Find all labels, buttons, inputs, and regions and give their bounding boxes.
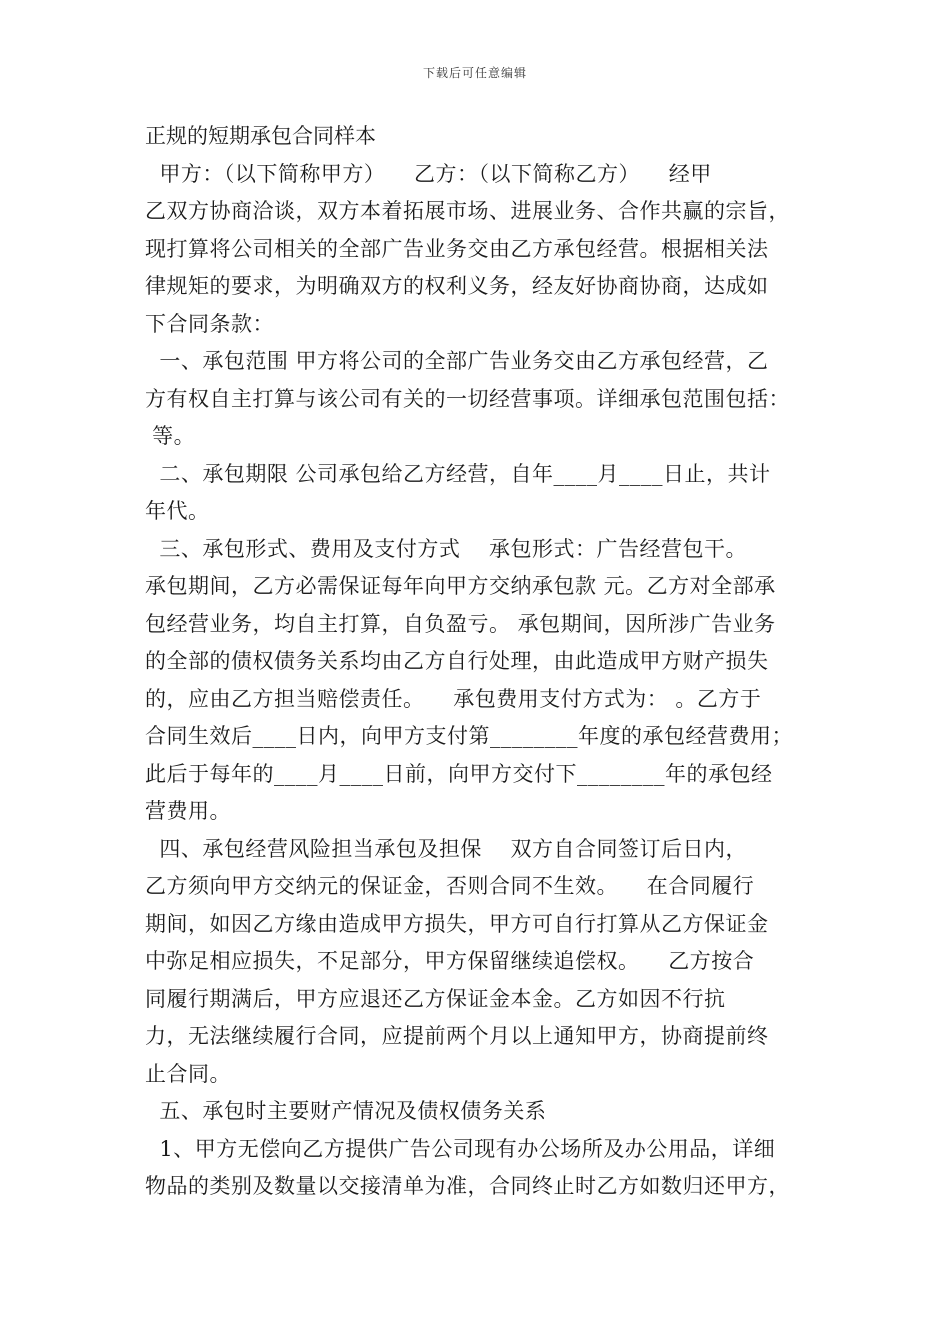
text-line: 力，无法继续履行合同，应提前两个月以上通知甲方，协商提前终 xyxy=(145,1024,769,1048)
text-line: 的，应由乙方担当赔偿责任。 承包费用支付方式为： 。乙方于 xyxy=(145,686,762,711)
text-line: 甲方：（以下简称甲方） 乙方：（以下简称乙方） 经甲 xyxy=(145,161,712,186)
text-line: 四、承包经营风险担当承包及担保 双方自合同签订后日内， xyxy=(145,836,748,861)
document-body xyxy=(145,118,825,1206)
text-line: 方有权自主打算与该公司有关的一切经营事项。详细承包范围包括： xyxy=(145,386,790,411)
text-line: 同履行期满后，甲方应退还乙方保证金本金。乙方如因不行抗 xyxy=(145,986,726,1011)
text-line: 乙方须向甲方交纳元的保证金，否则合同不生效。 在合同履行 xyxy=(145,874,755,898)
text-line: 律规矩的要求，为明确双方的权利义务，经友好协商协商，达成如 xyxy=(145,274,769,298)
text-line: 合同生效后____日内，向甲方支付第________年度的承包经营费用； xyxy=(145,724,793,748)
document-title: 正规的短期承包合同样本 xyxy=(145,124,376,148)
text-line: 五、承包时主要财产情况及债权债务关系 xyxy=(145,1099,547,1123)
text-line: 期间，如因乙方缘由造成甲方损失，甲方可自行打算从乙方保证金 xyxy=(145,911,769,936)
text-line: 年代。 xyxy=(145,499,210,523)
text-line: 物品的类别及数量以交接清单为准，合同终止时乙方如数归还甲方， xyxy=(145,1174,790,1198)
text-line: 二、承包期限 公司承包给乙方经营，自年____月____日止，共计 xyxy=(145,461,771,486)
text-line: 乙双方协商洽谈，双方本着拓展市场、进展业务、合作共赢的宗旨， xyxy=(145,199,790,223)
text-line: 中弥足相应损失，不足部分，甲方保留继续追偿权。 乙方按合 xyxy=(145,949,755,973)
text-line: 止合同。 xyxy=(145,1061,231,1086)
text-line: 承包期间，乙方必需保证每年向甲方交纳承包款 元。乙方对全部承 xyxy=(145,574,776,598)
page-header-note: 下载后可任意编辑 xyxy=(422,66,527,80)
text-line: 此后于每年的____月____日前，向甲方交付下________年的承包经 xyxy=(145,761,773,786)
text-line: 等。 xyxy=(145,424,196,448)
text-line: 一、承包范围 甲方将公司的全部广告业务交由乙方承包经营，乙 xyxy=(145,349,769,373)
text-line: 1、甲方无偿向乙方提供广告公司现有办公场所及办公用品，详细 xyxy=(145,1136,776,1161)
text-line: 三、承包形式、费用及支付方式 承包形式：广告经营包干。 xyxy=(145,536,748,561)
text-line: 现打算将公司相关的全部广告业务交由乙方承包经营。根据相关法 xyxy=(145,236,769,261)
text-line: 包经营业务，均自主打算，自负盈亏。 承包期间，因所涉广告业务 xyxy=(145,611,776,636)
text-line: 下合同条款： xyxy=(145,311,274,336)
text-line: 的全部的债权债务关系均由乙方自行处理，由此造成甲方财产损失 xyxy=(145,649,769,673)
text-line: 营费用。 xyxy=(145,799,231,823)
